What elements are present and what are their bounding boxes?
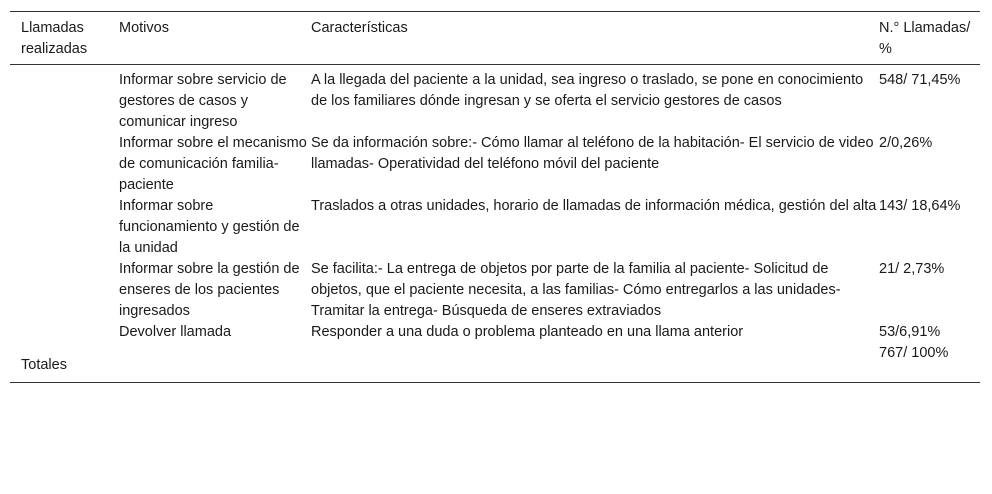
table-cell-empty [10,65,119,134]
table-cell-empty [311,343,879,383]
table-row [10,322,980,343]
header-caracteristicas: Características [311,20,408,36]
table-cell-motivo: Devolver llamada [119,324,232,340]
table-cell-valor: 53/6,91% [879,324,941,340]
totales-label: Totales [21,357,67,373]
table-cell-empty [10,259,119,322]
table-cell-caracteristicas: A la llegada del paciente a la unidad, sea ingreso o traslado, se pone en conocimiento de los familiares dónde ingresan y se oferta el servicio gestores de casos [311,72,864,109]
totales-valor: 767/ 100% [879,345,949,361]
table-cell-valor: 143/ 18,64% [879,198,961,214]
table-cell-empty [10,133,119,196]
calls-table [10,11,980,383]
table-row [10,259,980,322]
table-header-row [10,12,980,65]
table-cell-empty [10,196,119,259]
table-cell-motivo: Informar sobre funcionamiento y gestión de la unidad [119,198,300,256]
table-cell-caracteristicas: Se facilita:- La entrega de objetos por parte de la familia al paciente- Solicitud de objetos, que el paciente necesita, a las familias- Cómo entregarlos a las unidades- Tramitar la entrega- Búsqueda de enseres extraviados [311,261,841,319]
header-numero-llamadas: N.° Llamadas/ % [879,20,971,57]
table-cell-valor: 548/ 71,45% [879,72,961,88]
table-row [10,196,980,259]
header-motivos: Motivos [119,20,169,36]
table-cell-valor: 21/ 2,73% [879,261,945,277]
table-cell-motivo: Informar sobre la gestión de enseres de los pacientes ingresados [119,261,300,319]
table-cell-valor: 2/0,26% [879,135,933,151]
table-cell-motivo: Informar sobre servicio de gestores de casos y comunicar ingreso [119,72,287,130]
table-cell-caracteristicas: Responder a una duda o problema planteado en una llama anterior [311,324,744,340]
table-cell-caracteristicas: Traslados a otras unidades, horario de llamadas de información médica, gestión del alta [311,198,877,214]
table-cell-caracteristicas: Se da información sobre:- Cómo llamar al teléfono de la habitación- El servicio de video llamadas- Operatividad del teléfono móvil del paciente [311,135,874,172]
table-cell-empty [119,343,311,383]
table-total-row [10,343,980,383]
header-llamadas-realizadas: Llamadas realizadas [21,20,88,57]
table-row [10,133,980,196]
table-row [10,65,980,134]
table-cell-empty [10,322,119,343]
table-cell-motivo: Informar sobre el mecanismo de comunicación familia-paciente [119,135,307,193]
